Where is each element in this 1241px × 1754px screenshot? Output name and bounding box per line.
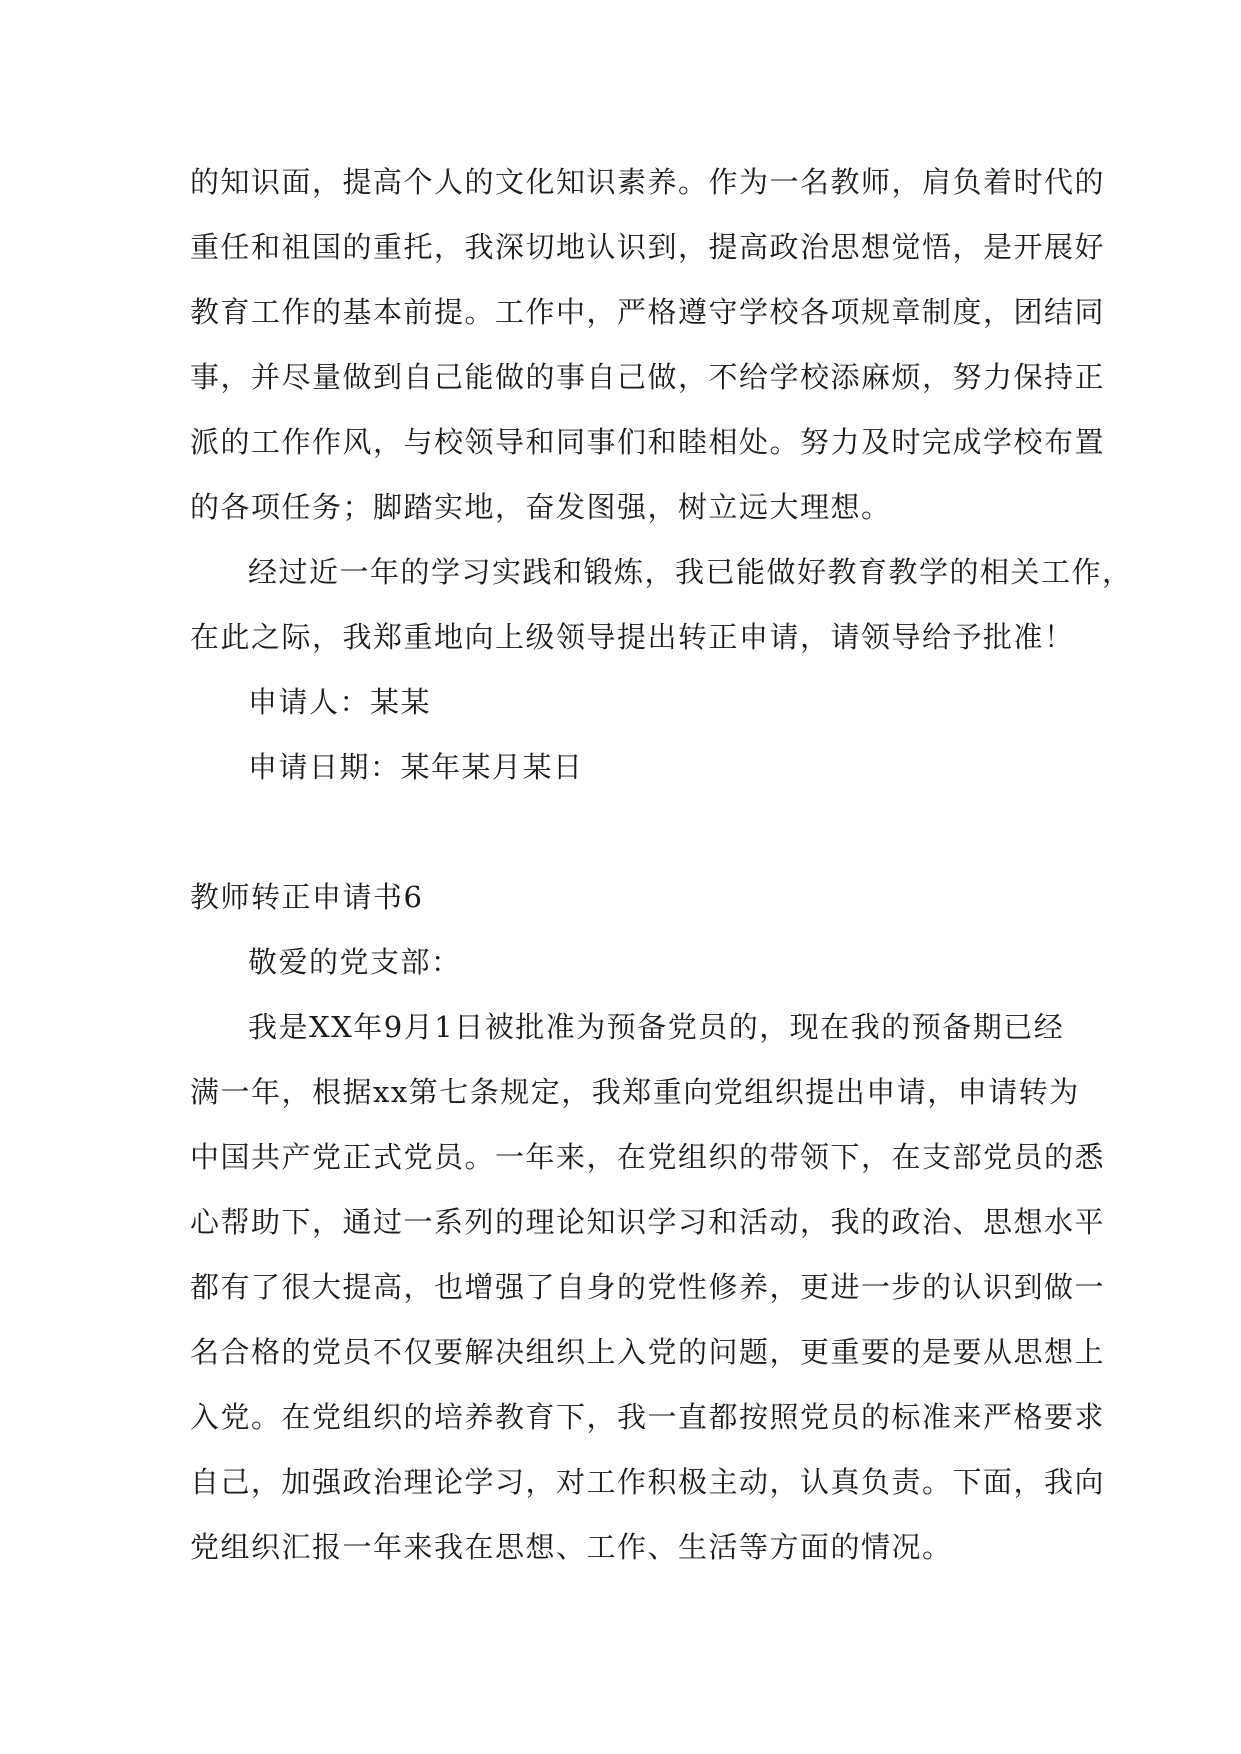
paragraph-line: 入党。在党组织的培养教育下，我一直都按照党员的标准来严格要求 <box>190 1400 1106 1434</box>
salutation: 敬爱的党支部： <box>248 945 462 979</box>
paragraph-line: 的知识面，提高个人的文化知识素养。作为一名教师，肩负着时代的 <box>190 165 1106 199</box>
paragraph-line: 名合格的党员不仅要解决组织上入党的问题，更重要的是要从思想上 <box>190 1335 1106 1369</box>
paragraph-line: 经过近一年的学习实践和锻炼，我已能做好教育教学的相关工作， <box>248 555 1133 589</box>
paragraph-line: 派的工作作风，与校领导和同事们和睦相处。努力及时完成学校布置 <box>190 425 1106 459</box>
paragraph-line: 中国共产党正式党员。一年来，在党组织的带领下，在支部党员的悉 <box>190 1140 1106 1174</box>
paragraph-line: 的各项任务；脚踏实地，奋发图强，树立远大理想。 <box>190 490 892 524</box>
applicant-line: 申请人：某某 <box>248 685 432 719</box>
paragraph-line: 教育工作的基本前提。工作中，严格遵守学校各项规章制度，团结同 <box>190 295 1106 329</box>
paragraph-line: 事，并尽量做到自己能做的事自己做，不给学校添麻烦，努力保持正 <box>190 360 1106 394</box>
paragraph-line: 满一年，根据xx第七条规定，我郑重向党组织提出申请，申请转为 <box>190 1075 1080 1109</box>
paragraph-line: 都有了很大提高，也增强了自身的党性修养，更进一步的认识到做一 <box>190 1270 1106 1304</box>
paragraph-line: 党组织汇报一年来我在思想、工作、生活等方面的情况。 <box>190 1530 953 1564</box>
paragraph-line: 心帮助下，通过一系列的理论知识学习和活动，我的政治、思想水平 <box>190 1205 1106 1239</box>
paragraph-line: 我是XX年9月1日被批准为预备党员的，现在我的预备期已经 <box>248 1010 1065 1044</box>
paragraph-line: 自己，加强政治理论学习，对工作积极主动，认真负责。下面，我向 <box>190 1465 1106 1499</box>
paragraph-line: 在此之际，我郑重地向上级领导提出转正申请，请领导给予批准！ <box>190 620 1075 654</box>
paragraph-line: 重任和祖国的重托，我深切地认识到，提高政治思想觉悟，是开展好 <box>190 230 1106 264</box>
date-line: 申请日期：某年某月某日 <box>248 750 584 784</box>
section-title: 教师转正申请书6 <box>190 880 424 914</box>
